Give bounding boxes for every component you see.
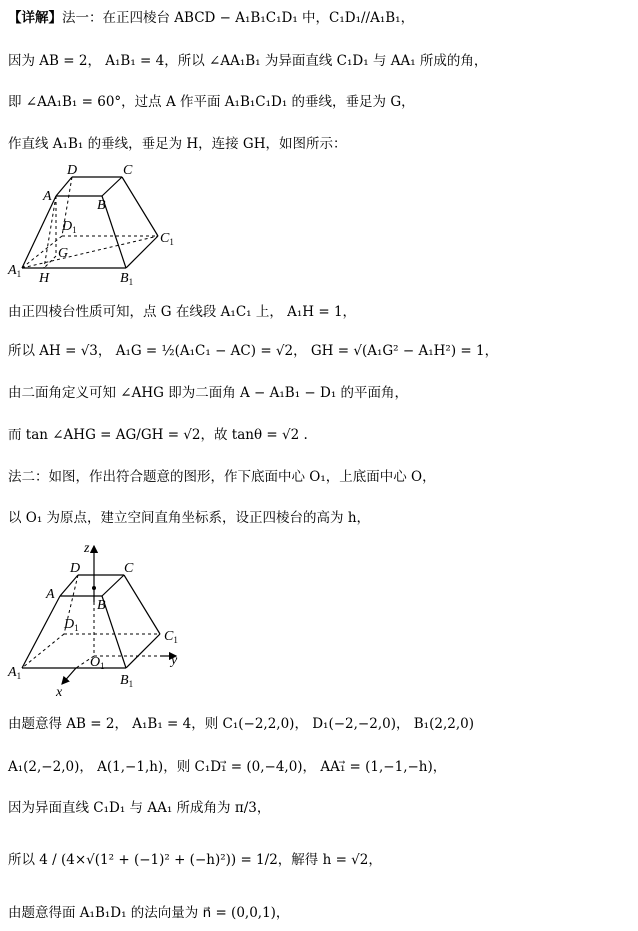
label-B1: $B_1$ — [120, 271, 134, 287]
solution-line-10 — [8, 508, 630, 528]
solution-line-8 — [8, 425, 630, 445]
label-G: G — [58, 246, 69, 261]
solution-tag: 【详解】 — [8, 10, 62, 26]
line-text: A₁(2,−2,0)， A(1,−1,h)，则 C₁D₁⃗ = (0,−4,0)， AA₁⃗ = (1,−1,−h)， — [8, 759, 447, 775]
label-B1: $B_1$ — [120, 673, 134, 689]
label-D1: $D_1$ — [62, 219, 77, 235]
solution-line-9 — [8, 467, 630, 487]
label-A1: $A_1$ — [8, 665, 22, 681]
label-A: A — [43, 189, 52, 204]
line-text: 即 ∠AA₁B₁ = 60°，过点 A 作平面 A₁B₁C₁D₁ 的垂线，垂足为 G， — [8, 94, 415, 110]
solution-line-2 — [8, 51, 630, 71]
line-text: 由二面角定义可知 ∠AHG 即为二面角 A − A₁B₁ − D₁ 的平面角， — [8, 385, 409, 401]
solution-line-12 — [8, 757, 630, 777]
solution-line-11 — [8, 714, 630, 734]
label-D: D — [67, 163, 78, 178]
solution-line-4 — [8, 134, 630, 154]
label-z: z — [84, 541, 90, 556]
label-O1: $O_1$ — [90, 655, 105, 671]
label-B: B — [97, 198, 106, 213]
line-text: 由题意得面 A₁B₁D₁ 的法向量为 n⃗ = (0,0,1)， — [8, 905, 290, 921]
label-C1: $C_1$ — [160, 231, 174, 247]
line-text: 由正四棱台性质可知，点 G 在线段 A₁C₁ 上， A₁H = 1， — [8, 304, 357, 320]
label-x: x — [56, 685, 63, 700]
solution-line-1 — [8, 8, 630, 28]
label-A1: $A_1$ — [8, 263, 22, 279]
frustum-figure-2 — [6, 538, 196, 700]
label-y: y — [171, 653, 178, 668]
line-text: 由题意得 AB = 2， A₁B₁ = 4，则 C₁(−2,2,0)， D₁(−2,−2,0)， B₁(2,2,0) — [8, 716, 474, 732]
label-D: D — [70, 561, 81, 576]
label-D1: $D_1$ — [64, 617, 79, 633]
line-text: 法二：如图，作出符合题意的图形，作下底面中心 O₁，上底面中心 O， — [8, 469, 436, 485]
line-text: 因为异面直线 C₁D₁ 与 AA₁ 所成角为 π/3， — [8, 800, 271, 816]
center-O-dot — [92, 586, 96, 590]
label-C1: $C_1$ — [164, 629, 178, 645]
solution-line-5 — [8, 302, 630, 322]
line-text: 作直线 A₁B₁ 的垂线，垂足为 H，连接 GH，如图所示： — [8, 136, 347, 152]
line-text: 所以 AH = √3， A₁G = ½(A₁C₁ − AC) = √2， GH = √(A₁G² − A₁H²) = 1， — [8, 343, 499, 359]
line-text: 法一：在正四棱台 ABCD − A₁B₁C₁D₁ 中，C₁D₁//A₁B₁， — [62, 10, 415, 26]
label-B: B — [97, 598, 106, 613]
solution-line-3 — [8, 92, 630, 112]
solution-line-6 — [8, 341, 630, 361]
line-text: 以 O₁ 为原点，建立空间直角坐标系，设正四棱台的高为 h， — [8, 510, 371, 526]
solution-line-13 — [8, 798, 630, 818]
label-A: A — [46, 587, 55, 602]
label-C: C — [123, 163, 133, 178]
label-H: H — [39, 271, 50, 286]
solution-line-14 — [8, 850, 630, 870]
line-text: 所以 4 / (4×√(1² + (−1)² + (−h)²)) = 1/2，解得 h = √2， — [8, 852, 382, 868]
solution-line-15 — [8, 903, 630, 923]
label-C: C — [124, 561, 134, 576]
frustum-figure-1 — [6, 160, 186, 290]
solution-line-7 — [8, 383, 630, 403]
line-text: 而 tan ∠AHG = AG/GH = √2，故 tanθ = √2 . — [8, 427, 308, 443]
line-text: 因为 AB = 2， A₁B₁ = 4，所以 ∠AA₁B₁ 为异面直线 C₁D₁ 与 AA₁ 所成的角， — [8, 53, 488, 69]
